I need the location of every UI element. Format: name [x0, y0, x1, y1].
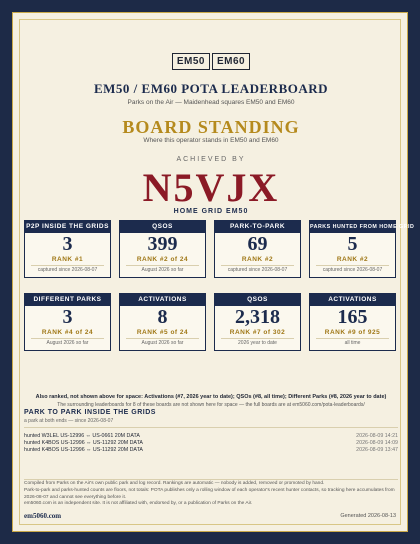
p2p-date: 2026-08-09 14:21	[356, 433, 398, 439]
footer-note: Park-to-park and parks-hunted counts are floors, not totals: POTA publishes only a rolling window of each operator's recent hunter contacts, so tracking here accumulates from 2026-08-07 and cannot see everything before it.	[24, 488, 395, 500]
divider	[24, 427, 398, 428]
card-value: 165	[337, 306, 368, 328]
card-rank: RANK #7 of 302	[229, 329, 286, 336]
list-item	[24, 433, 398, 439]
generated-date: Generated 2026-08-13	[340, 513, 396, 519]
stat-card	[214, 220, 301, 278]
stat-card	[24, 293, 111, 351]
card-rank: RANK #2	[336, 256, 369, 263]
also-ranked: Also ranked, not shown above for space: Activations (#7, 2026 year to date); QSOs (#8, all time); Different Parks (#8, 2026 year to date)	[35, 394, 387, 400]
also-ranked-note: The surrounding leaderboards for 8 of these boards are not shown here for space — the full boards are at em5060.com/pota-leaderboards/	[57, 402, 365, 408]
p2p-subtitle: a park at both ends — since 2026-08-07	[24, 418, 114, 424]
standing-page	[12, 12, 415, 532]
card-note: captured since 2026-08-07	[316, 265, 389, 275]
p2p-contact: hunted W3LEL US-12996 ⇔ US-0661 20M DATA	[24, 433, 140, 439]
card-note: August 2026 so far	[31, 338, 104, 348]
site-link[interactable]: em5060.com	[24, 512, 62, 520]
divider	[24, 479, 398, 480]
card-rank: RANK #2 of 24	[136, 256, 189, 263]
list-item	[24, 447, 398, 453]
card-rank: RANK #2	[241, 256, 274, 263]
stat-card	[214, 293, 301, 351]
card-value: 399	[147, 233, 178, 255]
card-value: 69	[247, 233, 268, 255]
stat-card	[119, 220, 206, 278]
badge-em50: EM50	[172, 53, 210, 70]
card-value: 5	[347, 233, 358, 255]
card-header: QSOS	[120, 221, 205, 233]
card-header: ACTIVATIONS	[120, 294, 205, 306]
stat-card	[309, 293, 396, 351]
card-note: captured since 2026-08-07	[31, 265, 104, 275]
callsign: N5VJX	[142, 165, 280, 210]
card-value: 3	[62, 306, 73, 328]
achieved-label: ACHIEVED BY	[176, 156, 246, 163]
card-value: 2,318	[235, 306, 280, 328]
p2p-date: 2026-08-09 13:47	[356, 447, 398, 453]
card-header: PARKS HUNTED FROM HOME GRID	[310, 221, 395, 233]
stat-card	[309, 220, 415, 278]
section-subheading: Where this operator stands in EM50 and EM60	[143, 137, 279, 144]
p2p-contact: hunted K4BOS US-12996 ⇔ US-11292 20M DATA	[24, 440, 143, 446]
section-heading: BOARD STANDING	[122, 117, 300, 137]
card-note: August 2026 so far	[126, 265, 199, 275]
stat-card	[119, 293, 206, 351]
card-rank: RANK #1	[51, 256, 84, 263]
p2p-date: 2026-08-09 14:09	[356, 440, 398, 446]
card-value: 8	[157, 306, 168, 328]
grid-badges	[13, 53, 409, 70]
footer-note: Compiled from Parks on the Air's own public park and log record. Rankings are automatic — nobody is added, removed or promoted by hand.	[24, 481, 325, 486]
card-header: QSOS	[215, 294, 300, 306]
card-header: ACTIVATIONS	[310, 294, 395, 306]
page-title: EM50 / EM60 POTA LEADERBOARD	[93, 81, 329, 96]
card-note: August 2026 so far	[126, 338, 199, 348]
card-rank: RANK #5 of 24	[136, 329, 189, 336]
p2p-contact: hunted K4BOS US-12996 ⇔ US-11292 20M DATA	[24, 447, 143, 453]
stat-card	[24, 220, 111, 278]
card-header: P2P INSIDE THE GRIDS	[25, 221, 110, 233]
card-note: 2026 year to date	[221, 338, 294, 348]
card-value: 3	[62, 233, 73, 255]
card-header: PARK-TO-PARK	[215, 221, 300, 233]
page-subtitle: Parks on the Air — Maidenhead squares EM50 and EM60	[127, 99, 295, 106]
card-rank: RANK #4 of 24	[41, 329, 94, 336]
p2p-title: PARK TO PARK INSIDE THE GRIDS	[24, 409, 156, 416]
list-item	[24, 440, 398, 446]
footer-note: em5060.com is an independent site. It is not affiliated with, endorsed by, or a publication of Parks on the Air.	[24, 501, 253, 506]
card-header: DIFFERENT PARKS	[25, 294, 110, 306]
card-note: captured since 2026-08-07	[221, 265, 294, 275]
card-note: all time	[316, 338, 389, 348]
home-grid: HOME GRID EM50	[173, 208, 249, 215]
card-rank: RANK #9 of 925	[324, 329, 381, 336]
badge-em60: EM60	[212, 53, 250, 70]
